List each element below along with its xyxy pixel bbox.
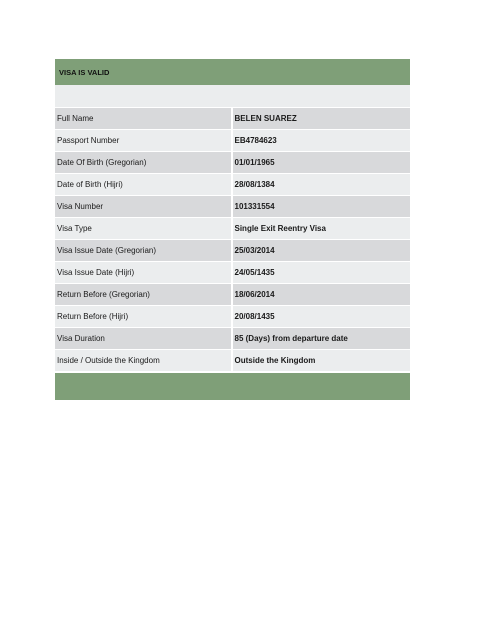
table-row-visa-duration <box>55 327 410 349</box>
visa-status-title: VISA IS VALID <box>55 59 410 85</box>
field-label: Inside / Outside the Kingdom <box>55 349 233 371</box>
table-row-dob-hijri <box>55 173 410 195</box>
field-label: Passport Number <box>55 129 233 151</box>
field-label: Visa Duration <box>55 327 233 349</box>
table-row-inside-outside-kingdom <box>55 349 410 371</box>
table-row-passport-number <box>55 129 410 151</box>
table-row-issue-date-hijri <box>55 261 410 283</box>
field-value: 18/06/2014 <box>233 283 411 305</box>
field-value: 25/03/2014 <box>233 239 411 261</box>
field-label: Date of Birth (Hijri) <box>55 173 233 195</box>
field-value: 24/05/1435 <box>233 261 411 283</box>
field-value: 20/08/1435 <box>233 305 411 327</box>
table-row-issue-date-gregorian <box>55 239 410 261</box>
footer-row <box>55 371 410 400</box>
field-value: EB4784623 <box>233 129 411 151</box>
field-label: Visa Type <box>55 217 233 239</box>
header-row <box>55 59 410 85</box>
table-row-visa-number <box>55 195 410 217</box>
field-label: Date Of Birth (Gregorian) <box>55 151 233 173</box>
field-label: Full Name <box>55 107 233 129</box>
field-value: 01/01/1965 <box>233 151 411 173</box>
field-label: Visa Issue Date (Hijri) <box>55 261 233 283</box>
table-row-visa-type <box>55 217 410 239</box>
field-label: Visa Number <box>55 195 233 217</box>
visa-status-table <box>55 59 410 400</box>
field-value: 101331554 <box>233 195 411 217</box>
spacer-row <box>55 85 410 107</box>
field-label: Return Before (Gregorian) <box>55 283 233 305</box>
field-value: Outside the Kingdom <box>233 349 411 371</box>
field-value: 85 (Days) from departure date <box>233 327 411 349</box>
table-row-full-name <box>55 107 410 129</box>
table-row-dob-gregorian <box>55 151 410 173</box>
field-label: Visa Issue Date (Gregorian) <box>55 239 233 261</box>
field-value: Single Exit Reentry Visa <box>233 217 411 239</box>
field-value: 28/08/1384 <box>233 173 411 195</box>
field-value: BELEN SUAREZ <box>233 107 411 129</box>
table-row-return-before-gregorian <box>55 283 410 305</box>
table-row-return-before-hijri <box>55 305 410 327</box>
field-label: Return Before (Hijri) <box>55 305 233 327</box>
